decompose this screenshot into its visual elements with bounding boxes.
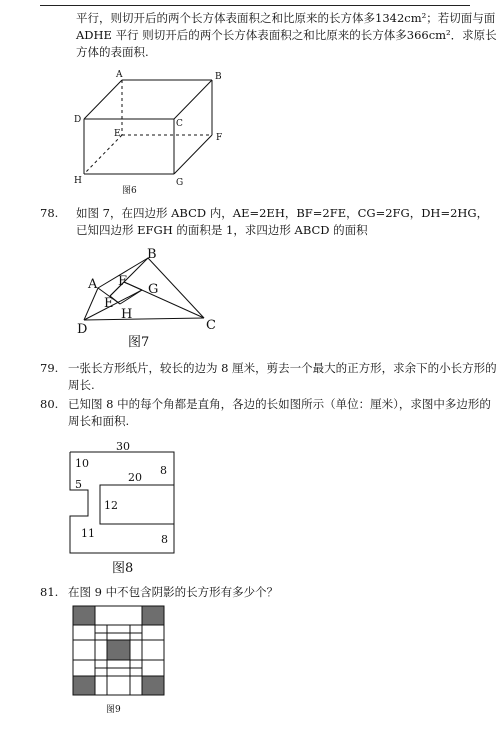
problem-80-line1: 已知图 8 中的每个角都是直角，各边的长如图所示（单位：厘米），求图中多边形的 bbox=[68, 397, 491, 411]
problem-77-line1: 平行，则切开后的两个长方体表面积之和比原来的长方体多1342cm²；若切面与面 bbox=[76, 11, 496, 25]
problem-77-line3: 方体的表面积. bbox=[76, 45, 149, 59]
problem-79-number: 79. bbox=[40, 361, 59, 375]
fig7-label-h: H bbox=[121, 307, 133, 322]
figure-8-polygon bbox=[62, 436, 192, 576]
problem-79-line1: 一张长方形纸片，较长的边为 8 厘米，剪去一个最大的正方形，求余下的小长方形的 bbox=[68, 361, 497, 375]
fig7-caption: 图7 bbox=[128, 335, 150, 350]
fig7-label-b: B bbox=[147, 247, 157, 262]
figure-6-cuboid bbox=[70, 66, 240, 196]
figure-9-grid bbox=[70, 602, 170, 720]
fig6-label-f: F bbox=[216, 133, 223, 143]
header-rule bbox=[40, 5, 470, 6]
fig6-label-e: E bbox=[114, 129, 121, 139]
fig8-label-11: 11 bbox=[81, 527, 95, 540]
fig7-label-a: A bbox=[88, 277, 98, 292]
problem-79-line2: 周长. bbox=[68, 378, 95, 392]
fig7-label-d: D bbox=[77, 322, 88, 337]
problem-77-line2: ADHE 平行 则切开后的两个长方体表面积之和比原来的长方体多366cm²．求原长 bbox=[76, 28, 497, 42]
fig8-label-5: 5 bbox=[75, 478, 82, 491]
fig7-label-e: E bbox=[104, 296, 114, 311]
fig8-label-30: 30 bbox=[116, 440, 130, 453]
fig6-label-d: D bbox=[74, 115, 82, 125]
figure-7-quadrilateral bbox=[70, 242, 230, 352]
fig8-label-8-bottom: 8 bbox=[161, 533, 168, 546]
fig8-label-20: 20 bbox=[128, 471, 142, 484]
fig6-label-a: A bbox=[116, 70, 123, 80]
fig7-label-f: F bbox=[118, 274, 128, 289]
fig7-label-g: G bbox=[148, 282, 159, 297]
problem-78-line2: 已知四边形 EFGH 的面积是 1，求四边形 ABCD 的面积 bbox=[76, 223, 368, 237]
fig7-label-c: C bbox=[206, 318, 216, 333]
fig6-label-g: G bbox=[176, 178, 184, 188]
fig8-label-8-top: 8 bbox=[160, 464, 167, 477]
fig6-label-b: B bbox=[215, 72, 222, 82]
problem-78-number: 78. bbox=[40, 206, 59, 220]
fig6-label-h: H bbox=[74, 176, 82, 186]
problem-80-line2: 周长和面积. bbox=[68, 414, 130, 428]
fig6-caption: 图6 bbox=[122, 186, 137, 196]
fig9-shaded-cells bbox=[73, 606, 164, 695]
fig8-caption: 图8 bbox=[112, 561, 134, 576]
fig8-label-10: 10 bbox=[75, 457, 89, 470]
problem-81-line1: 在图 9 中不包含阴影的长方形有多少个？ bbox=[68, 585, 279, 599]
problem-81-number: 81. bbox=[40, 585, 59, 599]
fig9-caption: 图9 bbox=[106, 705, 121, 715]
problem-78-line1: 如图 7，在四边形 ABCD 内，AE=2EH，BF=2FE，CG=2FG，DH=2HG， bbox=[76, 206, 489, 220]
fig8-label-12: 12 bbox=[104, 499, 118, 512]
problem-80-number: 80. bbox=[40, 397, 59, 411]
fig6-label-c: C bbox=[176, 119, 183, 129]
